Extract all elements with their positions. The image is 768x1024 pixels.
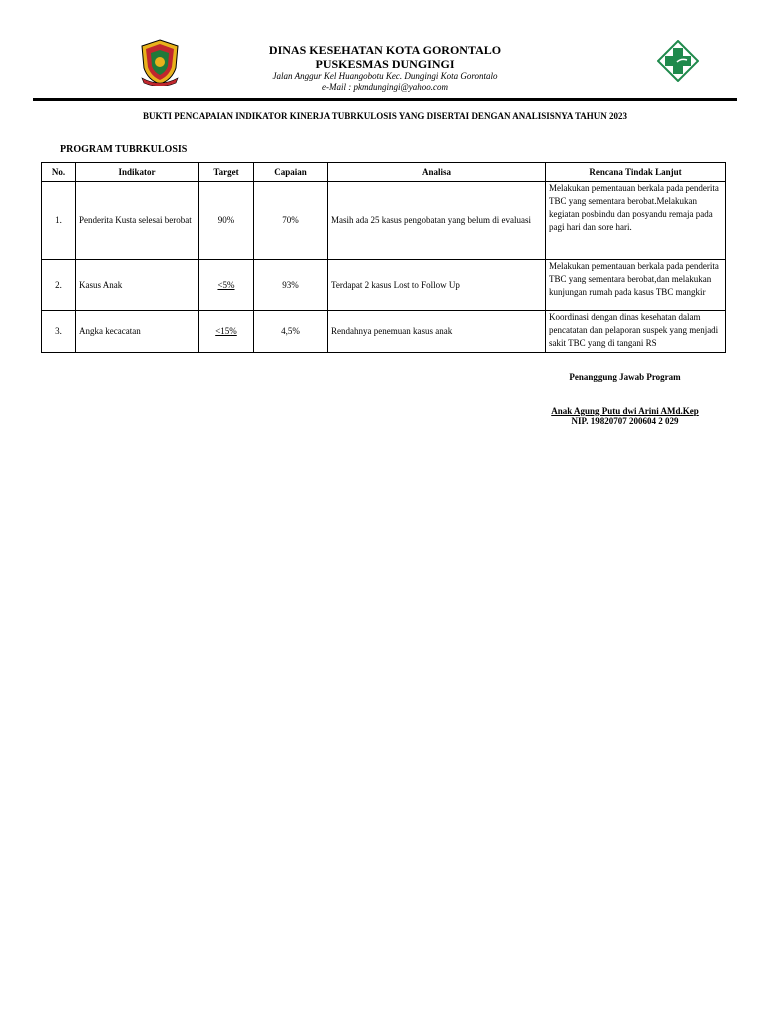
row-indikator: Kasus Anak xyxy=(76,260,199,311)
signature-nip: NIP. 19820707 200604 2 029 xyxy=(571,416,679,426)
header-indikator: Indikator xyxy=(76,163,199,182)
row-target: <5% xyxy=(199,260,254,311)
row-target: 90% xyxy=(199,182,254,260)
header-rencana: Rencana Tindak Lanjut xyxy=(546,163,726,182)
header-divider xyxy=(33,98,737,101)
row-target: <15% xyxy=(199,311,254,353)
row-capaian: 70% xyxy=(254,182,328,260)
row-indikator: Penderita Kusta selesai berobat xyxy=(76,182,199,260)
table-row xyxy=(42,182,726,260)
row-rencana: Melakukan pementauan berkala pada penderita TBC yang sementara berobat.Melakukan kegiatan posbindu dan posyandu remaja pada pagi hari dan sore hari. xyxy=(546,182,726,260)
header-no: No. xyxy=(42,163,76,182)
signature-name: Anak Agung Putu dwi Arini AMd.Kep xyxy=(551,406,699,416)
row-analisa: Masih ada 25 kasus pengobatan yang belum di evaluasi xyxy=(328,182,546,260)
program-title: PROGRAM TUBRKULOSIS xyxy=(60,144,188,155)
row-no: 2. xyxy=(42,260,76,311)
header-target: Target xyxy=(199,163,254,182)
header-analisa: Analisa xyxy=(328,163,546,182)
row-no: 1. xyxy=(42,182,76,260)
row-no: 3. xyxy=(42,311,76,353)
row-capaian: 4,5% xyxy=(254,311,328,353)
row-analisa: Terdapat 2 kasus Lost to Follow Up xyxy=(328,260,546,311)
org-unit: PUSKESMAS DUNGINGI xyxy=(315,57,455,71)
health-ministry-logo-icon xyxy=(657,40,699,82)
city-coat-of-arms-logo-icon xyxy=(138,38,182,86)
table-header-row xyxy=(42,163,726,182)
org-address: Jalan Anggur Kel Huangobotu Kec. Dungingi Kota Gorontalo xyxy=(272,71,498,81)
org-name: DINAS KESEHATAN KOTA GORONTALO xyxy=(268,43,502,57)
document-title: BUKTI PENCAPAIAN INDIKATOR KINERJA TUBRKULOSIS YANG DISERTAI DENGAN ANALISISNYA TAHUN 2023 xyxy=(142,111,628,121)
org-email: e-Mail : pkmdungingi@yahoo.com xyxy=(322,82,448,92)
row-analisa: Rendahnya penemuan kasus anak xyxy=(328,311,546,353)
header-capaian: Capaian xyxy=(254,163,328,182)
signature-role: Penanggung Jawab Program xyxy=(569,372,681,382)
row-rencana: Koordinasi dengan dinas kesehatan dalam pencatatan dan pelaporan suspek yang menjadi sakit TBC yang di tangani RS xyxy=(546,311,726,353)
table-row xyxy=(42,311,726,353)
table-row xyxy=(42,260,726,311)
row-indikator: Angka kecacatan xyxy=(76,311,199,353)
row-rencana: Melakukan pementauan berkala pada penderita TBC yang sementara berobat,dan melakukan kunjungan rumah pada kasus TBC mangkir xyxy=(546,260,726,311)
row-capaian: 93% xyxy=(254,260,328,311)
indicator-table xyxy=(41,162,726,353)
